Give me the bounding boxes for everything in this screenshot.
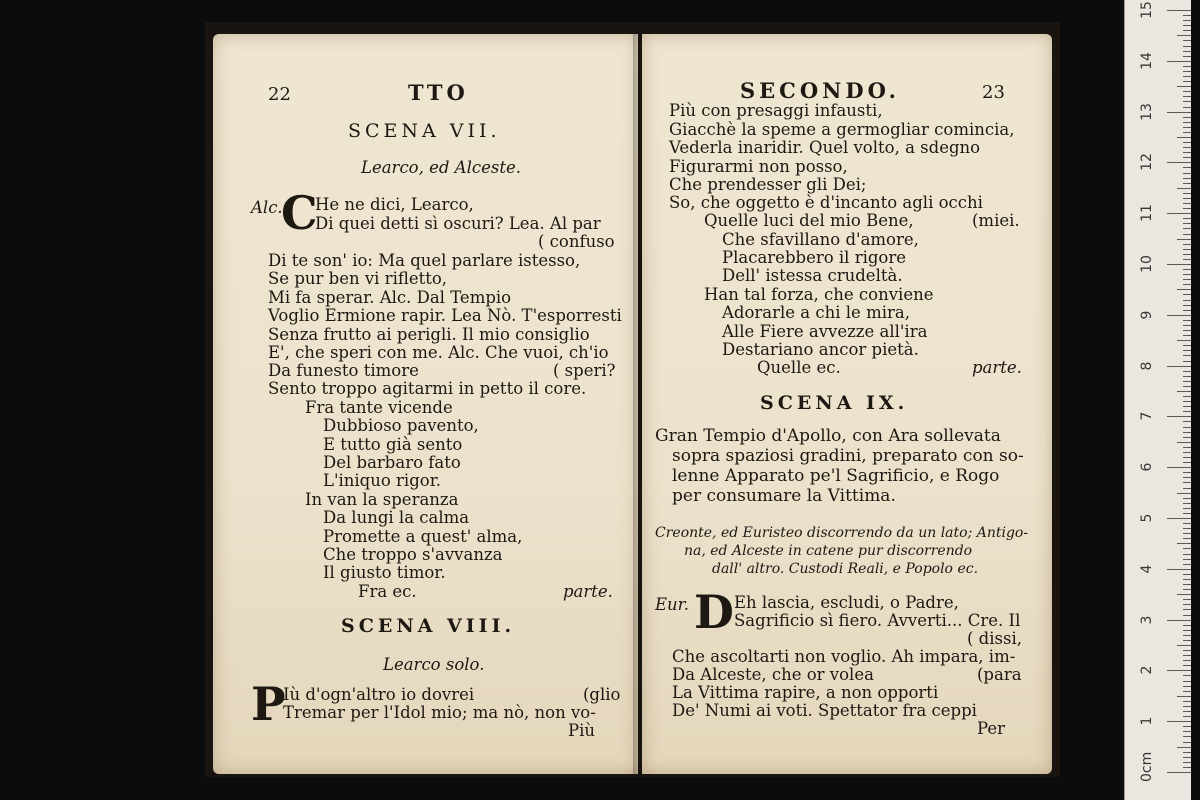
ruler-tick [1183,294,1191,295]
ruler-tick [1183,686,1191,687]
ruler-label: 2 [1139,665,1155,675]
aria-line: Che sfavillano d'amore, [722,230,919,249]
ruler-tick [1183,178,1191,179]
ruler-tick [1183,762,1191,763]
ruler-tick [1183,650,1191,651]
ruler-tick [1177,493,1191,494]
ruler-tick [1177,137,1191,138]
ruler-tick [1167,772,1191,773]
text-line: Senza frutto ai perigli. Il mio consiglio [268,325,590,344]
ruler-tick [1183,25,1191,26]
ruler-tick [1183,259,1191,260]
stage-direction: Creonte, ed Euristeo discorrendo da un lato; Antigo- [655,525,1029,541]
ruler-tick [1183,701,1191,702]
text-line: Più con presaggi infausti, [669,101,883,120]
ruler-tick [1183,284,1191,285]
ruler-tick [1167,112,1191,113]
ruler-tick [1183,767,1191,768]
exit-direction: parte. [563,582,613,601]
ruler-label: 0cm [1139,751,1155,782]
text-line: (para [977,665,1022,684]
ruler-tick [1183,208,1191,209]
ruler-tick [1183,706,1191,707]
ruler-tick [1183,736,1191,737]
ruler-label: 14 [1139,51,1155,70]
ruler-tick [1183,20,1191,21]
ruler-tick [1183,386,1191,387]
ruler-tick [1183,203,1191,204]
ruler-tick [1183,91,1191,92]
setting-line: sopra spaziosi gradini, preparato con so- [672,446,1024,466]
ruler-tick [1183,579,1191,580]
ruler-label: 8 [1139,361,1155,371]
ruler-tick [1183,609,1191,610]
ruler-tick [1183,589,1191,590]
aria-line: Del barbaro fato [323,453,461,472]
ruler-tick [1183,665,1191,666]
text-line: De' Numi ai voti. Spettator fra ceppi [672,701,977,720]
ruler-tick [1177,391,1191,392]
ruler-label: 9 [1139,310,1155,320]
ruler-tick [1183,269,1191,270]
open-book [205,22,1060,777]
ruler-tick [1183,427,1191,428]
aria-line: L'iniquo rigor. [323,471,442,490]
ruler-tick [1183,513,1191,514]
ruler-tick [1177,289,1191,290]
ruler-tick [1183,279,1191,280]
scene-title: SCENA VIII. [341,615,516,637]
text-line: Iù d'ogn'altro io dovrei [283,685,475,704]
speaker-label: Eur. [655,595,689,614]
ruler-tick [1183,310,1191,311]
ruler-tick [1167,670,1191,671]
ruler-tick [1183,305,1191,306]
ruler-tick [1183,96,1191,97]
ruler-tick [1183,127,1191,128]
ruler-tick [1177,442,1191,443]
text-line: ( speri? [553,361,616,380]
running-head: TTO [408,80,469,105]
text-line: Di quei detti sì oscuri? Lea. Al par [315,214,601,233]
ruler-tick [1183,46,1191,47]
ruler-tick [1183,630,1191,631]
ruler-tick [1183,107,1191,108]
ruler-tick [1183,56,1191,57]
ruler-tick [1167,518,1191,519]
ruler-tick [1167,162,1191,163]
ruler-tick [1183,726,1191,727]
ruler-label: 3 [1139,615,1155,625]
text-line: La Vittima rapire, a non opporti [672,683,939,702]
ruler-tick [1177,35,1191,36]
ruler-tick [1183,198,1191,199]
text-line: Quelle ec. [757,358,841,377]
ruler-tick [1183,533,1191,534]
ruler-tick [1183,421,1191,422]
running-head: SECONDO. [740,78,900,103]
ruler-label: 13 [1139,102,1155,121]
ruler-tick [1183,401,1191,402]
ruler-tick [1183,716,1191,717]
aria-line: Destariano ancor pietà. [722,340,919,359]
ruler-tick [1183,538,1191,539]
ruler-tick [1183,559,1191,560]
ruler-tick [1183,411,1191,412]
ruler-label: 15 [1139,1,1155,19]
ruler-tick [1183,254,1191,255]
text-line: Mi fa sperar. Alc. Dal Tempio [268,288,512,307]
ruler-label: 12 [1139,153,1155,172]
ruler-tick [1183,173,1191,174]
text-line: Eh lascia, escludi, o Padre, [734,593,959,612]
measuring-ruler [1124,0,1191,800]
aria-line: In van la speranza [305,490,459,509]
ruler-tick [1183,457,1191,458]
ruler-tick [1183,564,1191,565]
ruler-tick [1183,711,1191,712]
text-line: Giacchè la speme a germogliar comincia, [669,120,1015,139]
ruler-tick [1183,432,1191,433]
text-line: ( dissi, [967,629,1022,648]
catchword: Per [977,719,1006,738]
ruler-tick [1183,71,1191,72]
ruler-label: 1 [1139,716,1155,726]
ruler-tick [1183,66,1191,67]
ruler-tick [1183,142,1191,143]
ruler-tick [1177,340,1191,341]
ruler-tick [1183,167,1191,168]
ruler-tick [1183,147,1191,148]
ruler-tick [1183,223,1191,224]
aria-line: Promette a quest' alma, [323,527,523,546]
stage-direction: dall' altro. Custodi Reali, e Popolo ec. [712,561,979,577]
ruler-tick [1183,554,1191,555]
ruler-label: 11 [1139,204,1155,223]
ruler-tick [1183,488,1191,489]
ruler-tick [1183,218,1191,219]
aria-line: Alle Fiere avvezze all'ira [722,322,928,341]
ruler-tick [1167,467,1191,468]
ruler-tick [1183,691,1191,692]
aria-line: Da lungi la calma [323,508,470,527]
ruler-tick [1183,757,1191,758]
page-number: 23 [982,82,1005,103]
ruler-tick [1183,51,1191,52]
text-line: Fra ec. [358,582,417,601]
ruler-tick [1183,345,1191,346]
ruler-tick [1183,355,1191,356]
ruler-tick [1177,696,1191,697]
ruler-tick [1183,548,1191,549]
catchword: Più [568,721,596,740]
ruler-tick [1183,152,1191,153]
ruler-tick [1167,569,1191,570]
aria-line: Dell' istessa crudeltà. [722,266,903,285]
text-line: Figurarmi non posso, [669,157,848,176]
ruler-tick [1183,599,1191,600]
ruler-tick [1167,264,1191,265]
ruler-tick [1183,508,1191,509]
ruler-tick [1183,396,1191,397]
text-line: Vederla inaridir. Quel volto, a sdegno [669,138,981,157]
ruler-tick [1167,315,1191,316]
aria-line: Fra tante vicende [305,398,453,417]
text-line: So, che oggetto è d'incanto agli occhi [669,193,983,212]
ruler-tick [1183,604,1191,605]
ruler-tick [1183,574,1191,575]
ruler-tick [1183,335,1191,336]
ruler-label: 6 [1139,462,1155,472]
text-line: Voglio Ermione rapir. Lea Nò. T'esporresti [268,306,622,325]
text-line: He ne dici, Learco, [315,195,474,214]
ruler-tick [1183,193,1191,194]
ruler-tick [1183,249,1191,250]
aria-line: Adorarle a chi le mira, [722,303,910,322]
ruler-tick [1183,30,1191,31]
ruler-tick [1183,477,1191,478]
ruler-tick [1183,452,1191,453]
ruler-tick [1167,721,1191,722]
text-line: Sento troppo agitarmi in petto il core. [268,379,587,398]
ruler-tick [1183,503,1191,504]
ruler-tick [1183,325,1191,326]
ruler-tick [1167,620,1191,621]
ruler-tick [1167,366,1191,367]
text-line: (glio [583,685,621,704]
page-number: 22 [268,84,291,105]
ruler-tick [1183,350,1191,351]
ruler-tick [1177,188,1191,189]
aria-line: E tutto già sento [323,435,463,454]
ruler-tick [1167,213,1191,214]
ruler-tick [1167,416,1191,417]
drop-capital: D [694,585,734,639]
ruler-tick [1183,300,1191,301]
ruler-tick [1183,381,1191,382]
ruler-label: 7 [1139,411,1155,421]
ruler-tick [1183,584,1191,585]
ruler-tick [1183,371,1191,372]
text-line: Sagrificio sì fiero. Avverti... Cre. Il [734,611,1021,630]
text-line: Tremar per l'Idol mio; ma nò, non vo- [283,703,596,722]
ruler-tick [1183,675,1191,676]
text-line: Da Alceste, che or volea [672,665,874,684]
text-line: Che ascoltarti non voglio. Ah impara, im- [672,647,1016,666]
ruler-tick [1183,320,1191,321]
right-page [642,34,1052,774]
drop-capital: P [251,677,286,731]
ruler-tick [1177,747,1191,748]
ruler-tick [1177,543,1191,544]
ruler-tick [1183,15,1191,16]
ruler-tick [1183,122,1191,123]
text-line: E', che speri con me. Alc. Che vuoi, ch'io [268,343,609,362]
ruler-tick [1183,681,1191,682]
ruler-tick [1183,462,1191,463]
aria-line: Han tal forza, che conviene [704,285,934,304]
ruler-tick [1183,660,1191,661]
aria-line: Placarebbero il rigore [722,248,907,267]
ruler-tick [1183,76,1191,77]
text-line: (miei. [972,211,1020,230]
ruler-tick [1183,615,1191,616]
ruler-tick [1183,183,1191,184]
ruler-label: 5 [1139,513,1155,523]
ruler-tick [1167,10,1191,11]
ruler-tick [1183,406,1191,407]
ruler-tick [1183,81,1191,82]
ruler-tick [1183,731,1191,732]
ruler-tick [1183,528,1191,529]
ruler-label: 10 [1139,255,1155,273]
left-page [213,34,638,774]
ruler-tick [1177,645,1191,646]
text-line: Da funesto timore [268,361,419,380]
ruler-tick [1183,472,1191,473]
ruler-tick [1177,239,1191,240]
ruler-label: 4 [1139,564,1155,574]
ruler-tick [1183,523,1191,524]
text-line: Che prendesser gli Dei; [669,175,867,194]
setting-line: lenne Apparato pe'l Sagrificio, e Rogo [672,466,1000,486]
setting-line: Gran Tempio d'Apollo, con Ara sollevata [655,426,1001,446]
drop-capital: C [281,186,318,240]
ruler-tick [1167,61,1191,62]
ruler-tick [1177,594,1191,595]
ruler-tick [1183,482,1191,483]
ruler-tick [1183,234,1191,235]
scene-characters: Learco solo. [383,655,485,674]
text-line: Se pur ben vi rifletto, [268,269,448,288]
ruler-tick [1183,40,1191,41]
ruler-tick [1183,376,1191,377]
ruler-tick [1183,625,1191,626]
aria-line: Che troppo s'avvanza [323,545,503,564]
ruler-tick [1183,635,1191,636]
speaker-label: Alc. [251,198,283,217]
ruler-tick [1183,330,1191,331]
ruler-tick [1183,361,1191,362]
exit-direction: parte. [972,358,1022,377]
scene-title: SCENA VII. [348,120,501,142]
ruler-tick [1183,274,1191,275]
setting-line: per consumare la Vittima. [672,486,896,506]
text-line: Di te son' io: Ma quel parlare istesso, [268,251,581,270]
ruler-tick [1183,640,1191,641]
ruler-tick [1183,742,1191,743]
aria-line: Quelle luci del mio Bene, [704,211,914,230]
ruler-tick [1183,655,1191,656]
ruler-tick [1183,228,1191,229]
ruler-tick [1183,244,1191,245]
ruler-tick [1183,157,1191,158]
scene-title: SCENA IX. [760,392,909,414]
scene-characters: Learco, ed Alceste. [361,158,521,177]
aria-line: Il giusto timor. [323,563,446,582]
ruler-tick [1183,498,1191,499]
ruler-tick [1183,447,1191,448]
ruler-tick [1183,132,1191,133]
ruler-tick [1183,101,1191,102]
ruler-tick [1183,437,1191,438]
stage-direction: na, ed Alceste in catene pur discorrendo [684,543,973,559]
text-line: ( confuso [538,232,615,251]
ruler-tick [1177,86,1191,87]
ruler-tick [1183,752,1191,753]
ruler-tick [1183,117,1191,118]
aria-line: Dubbioso pavento, [323,416,479,435]
